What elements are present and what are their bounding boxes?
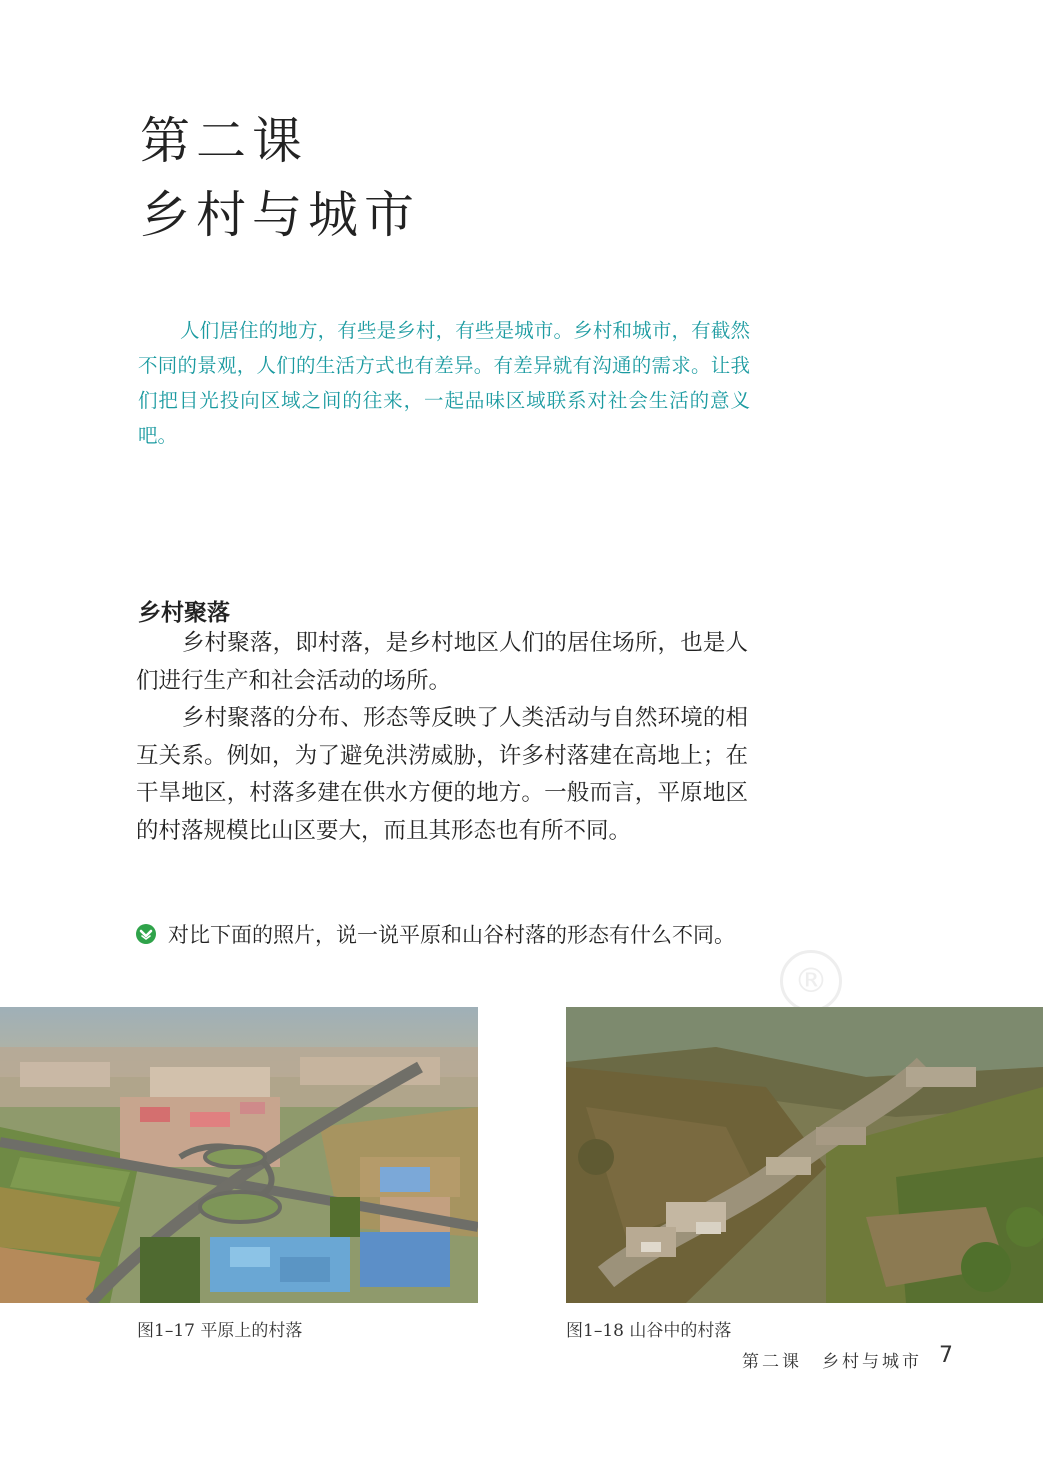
- down-arrow-circle-icon: [136, 924, 156, 944]
- body-paragraph-1: 乡村聚落，即村落，是乡村地区人们的居住场所，也是人们进行生产和社会活动的场所。: [136, 630, 748, 694]
- intro-paragraph: 人们居住的地方，有些是乡村，有些是城市。乡村和城市，有截然不同的景观，人们的生活方式也有差异。有差异就有沟通的需求。让我们把目光投向区域之间的往来，一起品味区域联系对社会生活的意义吧。: [138, 319, 750, 447]
- body-paragraph-2: 乡村聚落的分布、形态等反映了人类活动与自然环境的相互关系。例如，为了避免洪涝威胁，许多村落建在高地上；在干旱地区，村落多建在供水方便的地方。一般而言，平原地区的村落规模比山区要大，而且其形态也有所不同。: [136, 705, 748, 844]
- page-number: 7: [939, 1343, 953, 1368]
- figure-caption-2: 图1–18 山谷中的村落: [566, 1321, 732, 1341]
- valley-village-photo: [566, 1007, 1043, 1303]
- figure-caption-1: 图1–17 平原上的村落: [137, 1321, 303, 1341]
- running-title: 第二课 乡村与城市: [742, 1352, 922, 1372]
- activity-text: 对比下面的照片，说一说平原和山谷村落的形态有什么不同。: [168, 923, 735, 947]
- section-heading: 乡村聚落: [138, 600, 230, 626]
- lesson-title: 乡村与城市: [140, 186, 420, 244]
- plain-village-photo: [0, 1007, 478, 1303]
- lesson-number-title: 第二课: [140, 112, 308, 170]
- registered-watermark: ®: [780, 950, 842, 1012]
- activity-prompt: [136, 918, 750, 953]
